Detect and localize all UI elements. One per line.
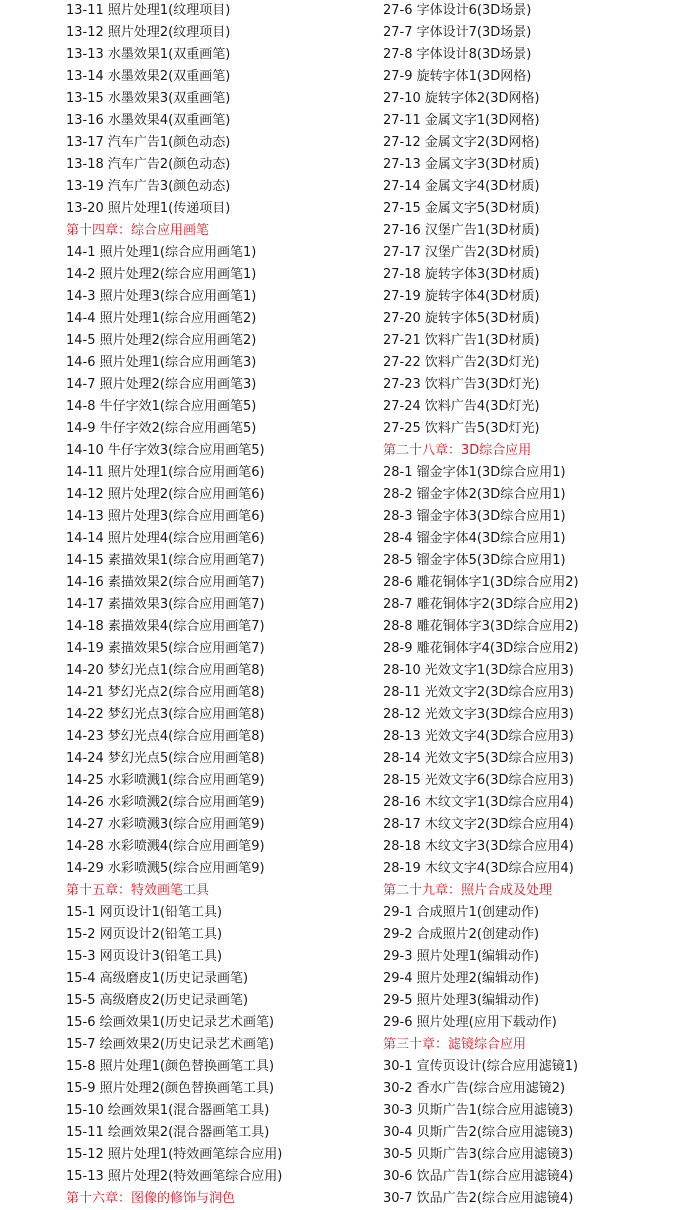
toc-item: 14-23 梦幻光点4(综合应用画笔8) bbox=[66, 729, 265, 744]
toc-item: 15-11 绘画效果2(混合器画笔工具) bbox=[66, 1125, 270, 1140]
toc-item: 27-11 金属文字1(3D网格) bbox=[383, 113, 540, 128]
toc-item: 27-23 饮料广告3(3D灯光) bbox=[383, 377, 540, 392]
toc-item: 14-8 牛仔字效1(综合应用画笔5) bbox=[66, 399, 257, 414]
toc-item: 29-2 合成照片2(创建动作) bbox=[383, 927, 540, 942]
toc-item: 13-18 汽车广告2(颜色动态) bbox=[66, 157, 231, 172]
toc-item: 30-7 饮品广告2(综合应用滤镜4) bbox=[383, 1191, 574, 1206]
toc-item: 14-9 牛仔字效2(综合应用画笔5) bbox=[66, 421, 257, 436]
toc-item: 15-12 照片处理1(特效画笔综合应用) bbox=[66, 1147, 283, 1162]
toc-item: 29-4 照片处理2(编辑动作) bbox=[383, 971, 540, 986]
toc-item: 27-20 旋转字体5(3D材质) bbox=[383, 311, 540, 326]
toc-item: 30-2 香水广告(综合应用滤镜2) bbox=[383, 1081, 566, 1096]
toc-item: 30-6 饮品广告1(综合应用滤镜4) bbox=[383, 1169, 574, 1184]
toc-column-right bbox=[383, 0, 693, 1210]
toc-item: 14-3 照片处理3(综合应用画笔1) bbox=[66, 289, 257, 304]
toc-item: 13-20 照片处理1(传递项目) bbox=[66, 201, 231, 216]
toc-item: 29-5 照片处理3(编辑动作) bbox=[383, 993, 540, 1008]
toc-item: 30-5 贝斯广告3(综合应用滤镜3) bbox=[383, 1147, 574, 1162]
toc-item: 13-16 水墨效果4(双重画笔) bbox=[66, 113, 231, 128]
toc-item: 30-4 贝斯广告2(综合应用滤镜3) bbox=[383, 1125, 574, 1140]
toc-item: 28-1 镏金字体1(3D综合应用1) bbox=[383, 465, 566, 480]
toc-item: 28-8 雕花铜体字3(3D综合应用2) bbox=[383, 619, 579, 634]
toc-item: 27-12 金属文字2(3D网格) bbox=[383, 135, 540, 150]
toc-item: 14-2 照片处理2(综合应用画笔1) bbox=[66, 267, 257, 282]
toc-item: 15-10 绘画效果1(混合器画笔工具) bbox=[66, 1103, 270, 1118]
toc-item: 14-19 素描效果5(综合应用画笔7) bbox=[66, 641, 265, 656]
toc-item: 14-12 照片处理2(综合应用画笔6) bbox=[66, 487, 265, 502]
toc-item: 14-22 梦幻光点3(综合应用画笔8) bbox=[66, 707, 265, 722]
toc-item: 28-15 光效文字6(3D综合应用3) bbox=[383, 773, 574, 788]
toc-item: 14-15 素描效果1(综合应用画笔7) bbox=[66, 553, 265, 568]
toc-item: 27-9 旋转字体1(3D网格) bbox=[383, 69, 532, 84]
toc-item: 15-1 网页设计1(铅笔工具) bbox=[66, 905, 223, 920]
toc-item: 14-1 照片处理1(综合应用画笔1) bbox=[66, 245, 257, 260]
toc-item: 15-7 绘画效果2(历史记录艺术画笔) bbox=[66, 1037, 275, 1052]
toc-item: 13-17 汽车广告1(颜色动态) bbox=[66, 135, 231, 150]
toc-item: 27-19 旋转字体4(3D材质) bbox=[383, 289, 540, 304]
toc-item: 14-18 素描效果4(综合应用画笔7) bbox=[66, 619, 265, 634]
toc-item: 15-3 网页设计3(铅笔工具) bbox=[66, 949, 223, 964]
toc-item: 27-10 旋转字体2(3D网格) bbox=[383, 91, 540, 106]
toc-item: 14-5 照片处理2(综合应用画笔2) bbox=[66, 333, 257, 348]
toc-item: 29-3 照片处理1(编辑动作) bbox=[383, 949, 540, 964]
toc-item: 14-7 照片处理2(综合应用画笔3) bbox=[66, 377, 257, 392]
chapter-heading: 第十四章：综合应用画笔 bbox=[66, 223, 210, 238]
toc-column-left bbox=[66, 0, 376, 1210]
toc-item: 13-11 照片处理1(纹理项目) bbox=[66, 3, 231, 18]
toc-item: 14-27 水彩喷溅3(综合应用画笔9) bbox=[66, 817, 265, 832]
chapter-heading: 第二十八章：3D综合应用 bbox=[383, 443, 532, 458]
toc-item: 13-15 水墨效果3(双重画笔) bbox=[66, 91, 231, 106]
chapter-heading: 第三十章：滤镜综合应用 bbox=[383, 1037, 527, 1052]
toc-item: 27-15 金属文字5(3D材质) bbox=[383, 201, 540, 216]
toc-item: 15-9 照片处理2(颜色替换画笔工具) bbox=[66, 1081, 275, 1096]
toc-item: 28-5 镏金字体5(3D综合应用1) bbox=[383, 553, 566, 568]
toc-item: 27-25 饮料广告5(3D灯光) bbox=[383, 421, 540, 436]
toc-item: 13-19 汽车广告3(颜色动态) bbox=[66, 179, 231, 194]
toc-item: 14-16 素描效果2(综合应用画笔7) bbox=[66, 575, 265, 590]
toc-item: 27-21 饮料广告1(3D材质) bbox=[383, 333, 540, 348]
toc-item: 14-14 照片处理4(综合应用画笔6) bbox=[66, 531, 265, 546]
chapter-heading: 第二十九章：照片合成及处理 bbox=[383, 883, 553, 898]
toc-item: 14-24 梦幻光点5(综合应用画笔8) bbox=[66, 751, 265, 766]
toc-item: 28-12 光效文字3(3D综合应用3) bbox=[383, 707, 574, 722]
toc-item: 15-6 绘画效果1(历史记录艺术画笔) bbox=[66, 1015, 275, 1030]
toc-item: 30-1 宣传页设计(综合应用滤镜1) bbox=[383, 1059, 579, 1074]
toc-item: 15-4 高级磨皮1(历史记录画笔) bbox=[66, 971, 249, 986]
toc-item: 14-4 照片处理1(综合应用画笔2) bbox=[66, 311, 257, 326]
toc-item: 29-1 合成照片1(创建动作) bbox=[383, 905, 540, 920]
toc-item: 27-16 汉堡广告1(3D材质) bbox=[383, 223, 540, 238]
toc-item: 14-13 照片处理3(综合应用画笔6) bbox=[66, 509, 265, 524]
toc-item: 28-10 光效文字1(3D综合应用3) bbox=[383, 663, 574, 678]
toc-item: 28-18 木纹文字3(3D综合应用4) bbox=[383, 839, 574, 854]
toc-item: 28-7 雕花铜体字2(3D综合应用2) bbox=[383, 597, 579, 612]
toc-item: 28-6 雕花铜体字1(3D综合应用2) bbox=[383, 575, 579, 590]
toc-item: 28-2 镏金字体2(3D综合应用1) bbox=[383, 487, 566, 502]
toc-item: 14-11 照片处理1(综合应用画笔6) bbox=[66, 465, 265, 480]
toc-item: 13-13 水墨效果1(双重画笔) bbox=[66, 47, 231, 62]
toc-item: 28-17 木纹文字2(3D综合应用4) bbox=[383, 817, 574, 832]
toc-item: 14-26 水彩喷溅2(综合应用画笔9) bbox=[66, 795, 265, 810]
toc-item: 27-22 饮料广告2(3D灯光) bbox=[383, 355, 540, 370]
toc-item: 15-2 网页设计2(铅笔工具) bbox=[66, 927, 223, 942]
toc-item: 28-11 光效文字2(3D综合应用3) bbox=[383, 685, 574, 700]
toc-item: 14-21 梦幻光点2(综合应用画笔8) bbox=[66, 685, 265, 700]
toc-item: 14-6 照片处理1(综合应用画笔3) bbox=[66, 355, 257, 370]
toc-item: 14-25 水彩喷溅1(综合应用画笔9) bbox=[66, 773, 265, 788]
toc-item: 28-4 镏金字体4(3D综合应用1) bbox=[383, 531, 566, 546]
toc-item: 14-28 水彩喷溅4(综合应用画笔9) bbox=[66, 839, 265, 854]
toc-item: 27-8 字体设计8(3D场景) bbox=[383, 47, 532, 62]
toc-item: 15-13 照片处理2(特效画笔综合应用) bbox=[66, 1169, 283, 1184]
toc-item: 28-13 光效文字4(3D综合应用3) bbox=[383, 729, 574, 744]
toc-item: 14-10 牛仔字效3(综合应用画笔5) bbox=[66, 443, 265, 458]
toc-item: 27-14 金属文字4(3D材质) bbox=[383, 179, 540, 194]
toc-item: 13-12 照片处理2(纹理项目) bbox=[66, 25, 231, 40]
toc-item: 28-19 木纹文字4(3D综合应用4) bbox=[383, 861, 574, 876]
chapter-heading: 第十五章：特效画笔工具 bbox=[66, 883, 210, 898]
toc-item: 27-17 汉堡广告2(3D材质) bbox=[383, 245, 540, 260]
toc-item: 27-24 饮料广告4(3D灯光) bbox=[383, 399, 540, 414]
toc-item: 28-9 雕花铜体字4(3D综合应用2) bbox=[383, 641, 579, 656]
toc-item: 28-14 光效文字5(3D综合应用3) bbox=[383, 751, 574, 766]
toc-item: 28-16 木纹文字1(3D综合应用4) bbox=[383, 795, 574, 810]
toc-item: 13-14 水墨效果2(双重画笔) bbox=[66, 69, 231, 84]
toc-item: 27-18 旋转字体3(3D材质) bbox=[383, 267, 540, 282]
toc-item: 14-20 梦幻光点1(综合应用画笔8) bbox=[66, 663, 265, 678]
toc-item: 29-6 照片处理(应用下载动作) bbox=[383, 1015, 557, 1030]
toc-item: 30-3 贝斯广告1(综合应用滤镜3) bbox=[383, 1103, 574, 1118]
toc-item: 14-17 素描效果3(综合应用画笔7) bbox=[66, 597, 265, 612]
toc-item: 14-29 水彩喷溅5(综合应用画笔9) bbox=[66, 861, 265, 876]
toc-item: 28-3 镏金字体3(3D综合应用1) bbox=[383, 509, 566, 524]
toc-item: 15-8 照片处理1(颜色替换画笔工具) bbox=[66, 1059, 275, 1074]
toc-item: 27-7 字体设计7(3D场景) bbox=[383, 25, 532, 40]
chapter-heading: 第十六章：图像的修饰与润色 bbox=[66, 1191, 236, 1206]
toc-item: 27-6 字体设计6(3D场景) bbox=[383, 3, 532, 18]
toc-item: 15-5 高级磨皮2(历史记录画笔) bbox=[66, 993, 249, 1008]
toc-item: 27-13 金属文字3(3D材质) bbox=[383, 157, 540, 172]
